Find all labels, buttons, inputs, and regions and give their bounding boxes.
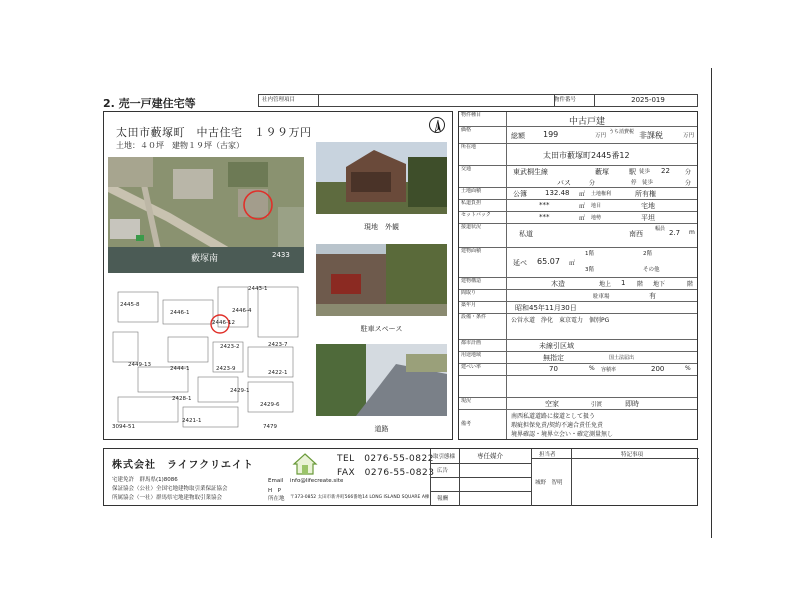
kind-label: 物件種目 [459, 112, 507, 126]
row-setback [459, 212, 697, 224]
setback-value: *** [539, 213, 550, 221]
land-kind: 公簿 [513, 190, 527, 198]
category-label: 地目 [591, 203, 602, 209]
bcr-label: 建ぺい率 [459, 364, 507, 375]
ad-label: 広告 [437, 468, 449, 474]
photo-caption: 道路 [374, 425, 389, 433]
tax-value: 非課税 [639, 131, 663, 140]
terrain-label: 地勢 [591, 215, 602, 221]
row-remarks [459, 410, 697, 439]
tax-unit: 万円 [683, 133, 695, 139]
present-value: 空家 [545, 400, 559, 408]
bus-label: バス [557, 179, 571, 187]
price-value: 199 [543, 130, 559, 139]
lot-label: 2449-13 [128, 362, 151, 368]
management-row [258, 94, 698, 107]
property-no: 2025-019 [631, 96, 665, 104]
bcr-value: 70 [549, 365, 558, 373]
delivery-value: 即時 [625, 400, 639, 408]
table-line [431, 477, 531, 478]
station-value: 藪塚 [595, 168, 609, 176]
row-road [459, 224, 697, 248]
deal-label: 取引態様 [433, 454, 456, 460]
kind-value: 中古戸建 [569, 117, 606, 127]
land-label: 土地面積 [459, 188, 507, 199]
bus-unit: 分 [589, 180, 596, 187]
email-label: Email [268, 478, 284, 484]
level-unit: 階 [637, 281, 644, 288]
row-location [459, 144, 697, 166]
facilities-value: 公営水道 浄化 東京電力 個別PG [511, 317, 610, 324]
deal-value: 専任媒介 [477, 452, 503, 460]
property-subtitle: 土地：４０坪 建物１９坪（古家） [116, 141, 244, 150]
lot-label: 2445-8 [120, 302, 140, 308]
license-line: 宅建免許 群馬県(1)8086 [112, 477, 178, 483]
meter-unit: m [689, 229, 695, 236]
tel-number: TEL 0276-55-0822 [337, 454, 434, 464]
table-line [459, 449, 460, 506]
lot-label: 2429-1 [230, 388, 250, 394]
map-area-label: 藪塚南 [191, 254, 219, 264]
company-name: 株式会社 ライフクリエイト [112, 460, 254, 471]
road-width: 2.7 [669, 229, 681, 237]
private-road-value: *** [539, 201, 550, 209]
traffic-label: 交通 [459, 166, 507, 187]
price-label: 価格 [459, 127, 507, 143]
remark-line: 瑕疵担保免責/契約不適合責任免責 [511, 422, 604, 429]
fax-number: FAX 0276-55-0823 [337, 468, 435, 478]
photo-road [316, 344, 447, 416]
row-structure [459, 278, 697, 290]
lot-label: 2423-7 [268, 342, 288, 348]
structure-value: 木造 [551, 280, 565, 288]
remarks-label: 備考 [459, 410, 507, 439]
price-prefix: 総額 [511, 132, 525, 140]
license-line: 所属協会（一社）群馬県宅地建物取引業協会 [112, 495, 223, 501]
lot-label: 2423-2 [220, 344, 240, 350]
zone-label: 用途地域 [459, 352, 507, 363]
city-value: 未線引区域 [539, 342, 574, 350]
walk-prefix: 徒歩 [639, 169, 651, 175]
building-label: 建物面積 [459, 248, 507, 277]
lot-label: 2421-1 [182, 418, 202, 424]
row-price [459, 127, 697, 144]
note-label: 特記事項 [621, 452, 644, 458]
lot-label: 3094-51 [112, 424, 135, 430]
far-value: 200 [651, 365, 665, 373]
address-value: 太田市藪塚町2445番12 [543, 151, 630, 160]
zone-value: 無指定 [543, 354, 564, 362]
far-label: 容積率 [601, 367, 617, 373]
row-zone [459, 352, 697, 364]
row-built [459, 302, 697, 314]
lot-label: 2446-1 [170, 310, 190, 316]
level-unit: 階 [687, 281, 694, 288]
table-line [431, 491, 531, 492]
photo-exterior [316, 142, 447, 214]
walk-minutes: 22 [661, 167, 670, 175]
terrain-value: 平坦 [641, 214, 655, 222]
transaction-table [430, 449, 698, 506]
row-facilities [459, 314, 697, 340]
built-label: 築年月 [459, 302, 507, 313]
lot-label: 2423-9 [216, 366, 236, 372]
layout-label: 間取り [459, 290, 507, 301]
above-floors: 1 [621, 279, 626, 287]
lot-label: 7479 [263, 424, 277, 430]
lot-label: 2446-4 [232, 308, 252, 314]
hp-label: H P [268, 488, 281, 494]
north-compass-icon [429, 117, 445, 133]
lot-label: 2428-1 [172, 396, 192, 402]
land-area: 132.48 [545, 189, 570, 197]
lot-label: 2429-6 [260, 402, 280, 408]
row-land [459, 188, 697, 200]
row-building [459, 248, 697, 278]
land-law-label: 国土法届出 [609, 355, 635, 361]
lot-label: 2446-12 [212, 320, 235, 326]
fee-label: 報酬 [437, 496, 449, 502]
lot-label: 2444-1 [170, 366, 190, 372]
road-width-label: 幅員 [655, 226, 666, 232]
road-kind: 私道 [519, 230, 533, 238]
sqm-unit: ㎡ [579, 215, 586, 222]
road-label: 接道状況 [459, 224, 507, 247]
facilities-label: 設備・条件 [459, 314, 507, 339]
basement-label: 地下 [653, 281, 666, 288]
row-private-road [459, 200, 697, 212]
section-title: 2. 売一戸建住宅等 [103, 97, 196, 110]
row-kind [459, 112, 697, 127]
percent-unit: % [685, 365, 691, 372]
aerial-map [108, 157, 304, 273]
floor2-label: 2階 [643, 251, 652, 257]
private-road-label: 私道負担 [459, 200, 507, 211]
row-present [459, 398, 697, 410]
photo-caption: 現地 外観 [364, 223, 399, 231]
mgmt-label: 社内管理項目 [259, 95, 319, 106]
line-value: 東武桐生線 [513, 168, 548, 176]
page-edge-line [711, 68, 712, 538]
sqm-unit: ㎡ [569, 260, 576, 267]
map-number: 2433 [272, 251, 290, 259]
table-line [431, 463, 531, 464]
row-city [459, 340, 697, 352]
photo-caption: 駐車スペース [360, 325, 403, 333]
sqm-unit: ㎡ [579, 191, 586, 198]
other-label: その他 [643, 267, 660, 273]
remark-line: 南西私道道路に接道として扱う [511, 413, 596, 420]
staff-name: 城野 智明 [535, 480, 563, 486]
built-value: 昭和45年11月30日 [515, 304, 577, 312]
percent-unit: % [589, 365, 595, 372]
company-logo-icon [292, 452, 318, 476]
land-right-label: 土地権利 [591, 191, 612, 197]
property-title: 太田市藪塚町 中古住宅 １９９万円 [116, 126, 312, 139]
delivery-label: 引渡 [591, 402, 603, 408]
license-line: 保証協会（公社）全国宅地建物取引業保証協会 [112, 486, 228, 492]
road-direction: 南西 [629, 230, 643, 238]
building-area: 65.07 [537, 257, 560, 266]
city-label: 都市計画 [459, 340, 507, 351]
lot-map [108, 282, 304, 432]
setback-label: セットバック [459, 212, 507, 223]
floor3-label: 3階 [585, 267, 594, 273]
staff-label: 担当者 [539, 452, 556, 458]
lot-label: 2443-1 [248, 286, 268, 292]
tax-label: うち消費税 [609, 129, 635, 135]
structure-label: 建物構造 [459, 278, 507, 289]
building-kind: 延べ [513, 259, 527, 267]
parking-label: 駐車場 [593, 294, 610, 300]
table-line [531, 458, 699, 459]
row-layout [459, 290, 697, 302]
parking-value: 有 [649, 292, 656, 300]
sqm-unit: ㎡ [579, 203, 586, 210]
category-value: 宅地 [641, 202, 655, 210]
extra-label [459, 376, 507, 397]
walk2-label: 停 徒歩 [631, 180, 654, 186]
property-no-label: 物件番号 [551, 95, 595, 106]
remark-line: 境界確認・境界立会い・確定測量無し [511, 431, 614, 438]
minute-unit: 分 [685, 169, 692, 176]
floor1-label: 1階 [585, 251, 594, 257]
row-extra [459, 376, 697, 398]
email-value: info@lifecreate.site [290, 478, 344, 484]
station-suffix: 駅 [629, 168, 636, 176]
row-traffic [459, 166, 697, 188]
address-label: 所在地 [268, 496, 285, 502]
photo-parking [316, 244, 447, 316]
company-address: 〒373-0852 太田市新井町566番地14 LONG ISLAND SQUARE A棟 [290, 495, 430, 500]
location-label: 所在地 [459, 144, 507, 165]
row-ratio [459, 364, 697, 376]
minute-unit: 分 [685, 180, 692, 187]
above-label: 地上 [599, 281, 612, 288]
mgmt-value [315, 95, 555, 106]
lot-label: 2422-1 [268, 370, 288, 376]
land-right-value: 所有権 [635, 190, 656, 198]
present-label: 現況 [459, 398, 507, 409]
price-unit: 万円 [595, 133, 607, 139]
